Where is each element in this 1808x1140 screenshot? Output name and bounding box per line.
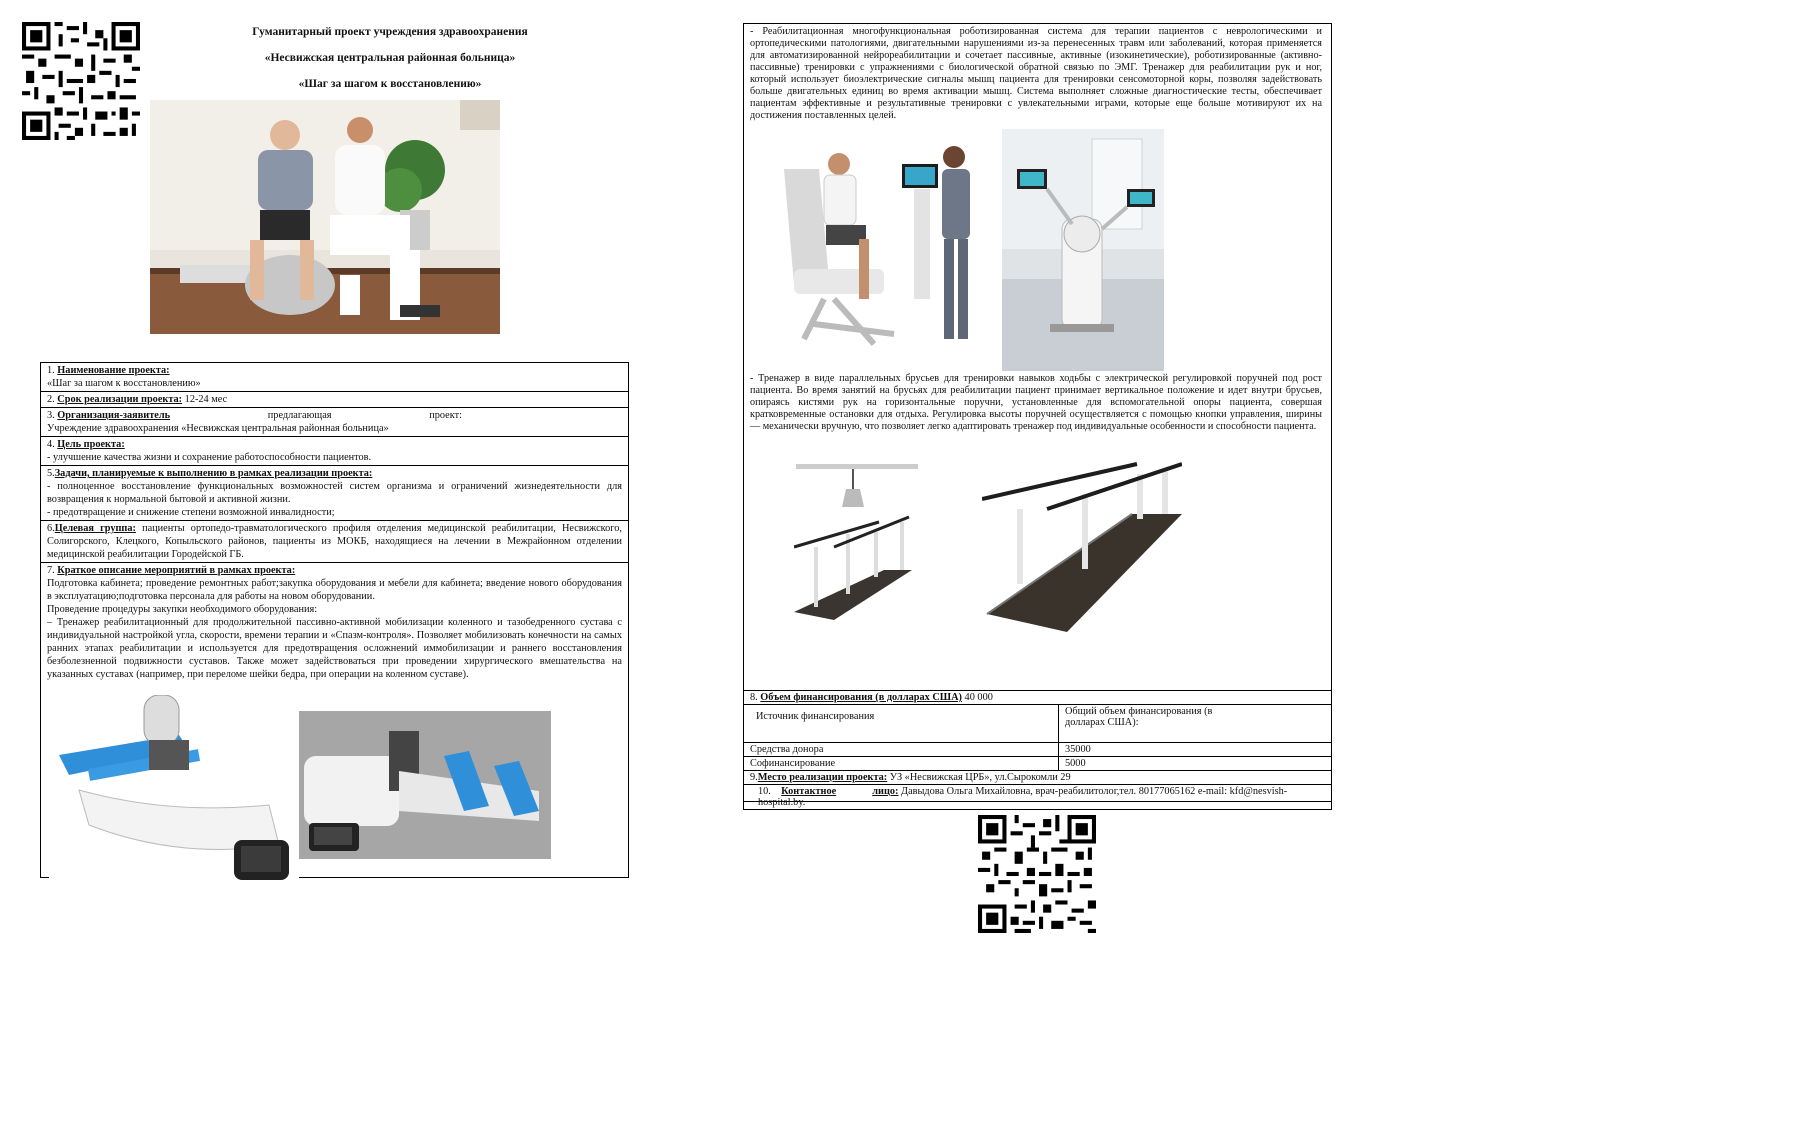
row5-number: 5. — [47, 468, 55, 479]
row4-number: 4. — [47, 439, 58, 450]
location-cell — [744, 771, 1332, 785]
amount-header: Общий объем финансирования (в долларах США): — [1059, 705, 1332, 743]
activities-p2: Проведение процедуры закупки необходимого оборудования: — [47, 604, 318, 615]
row7-number: 7. — [47, 565, 58, 576]
project-name-value: «Шаг за шагом к восстановлению» — [47, 378, 201, 389]
row6-number: 6. — [47, 523, 55, 534]
cpm-device-photo-2 — [299, 711, 551, 859]
contact-value: Давыдова Ольга Михайловна, врач-реабилитолог,тел. 80177065162 e-mail: kfd@nesvish-hospital.by. — [758, 786, 1288, 808]
row9-number: 9. — [750, 772, 758, 783]
project-info-table — [40, 362, 629, 878]
row-duration — [41, 392, 628, 408]
target-group-value: пациенты ортопедо-травматологического профиля отделения медицинской реабилитации, Несвижского, Солигорского, Клецкого, Копыльского районов, пациенты из МОКБ, находящиеся на лечении в Межрайонном отделении медицинской реабилитации Городейской ГБ. — [47, 523, 622, 560]
contact-label-1: Контактное — [781, 786, 837, 797]
robotic-trainer-photo-2 — [1002, 129, 1164, 371]
donor-funds-label: Средства донора — [744, 743, 1059, 757]
donor-funds-value: 35000 — [1059, 743, 1332, 757]
tasks-label: Задачи, планируемые к выполнению в рамках реализации проекта: — [54, 468, 373, 479]
qr-code-top — [22, 22, 140, 140]
activities-p3: – Тренажер реабилитационный для продолжительной пассивно-активной мобилизации коленного и тазобедренного сустава с индивидуальной настройкой угла, скорости, времени терапии и «Спазм-контроля». Позволяет мобилизовать конечности на самых ранних этапах реабилитации и используется для предотвращения осложнений иммобилизации и раннего восстановления безболезненной подвижности суставов. Также может задействоваться при проведении хирургического вмешательства на указанных суставах (например, при переломе шейки бедра, при операции на коленном суставе). — [47, 617, 622, 680]
organization-label: Организация-заявитель — [57, 410, 171, 421]
organization-mid: предлагающая — [267, 410, 332, 421]
row8-number: 8. — [750, 692, 761, 703]
goal-label: Цель проекта: — [57, 439, 125, 450]
header-line-1: Гуманитарный проект учреждения здравоохранения — [252, 26, 528, 38]
contact-cell — [744, 785, 1332, 810]
cpm-device-photo-1 — [49, 695, 299, 895]
row3-number: 3. — [47, 410, 58, 421]
robotic-system-lead: - Реабилитационная — [750, 26, 844, 37]
robotic-trainer-photo-1 — [764, 139, 1000, 369]
rehab-session-photo — [150, 100, 500, 334]
cofinancing-value: 5000 — [1059, 757, 1332, 771]
row-target-group — [41, 521, 628, 563]
header-line-3: «Шаг за шагом к восстановлению» — [298, 78, 482, 90]
right-content-frame — [743, 23, 1332, 808]
row-tasks — [41, 466, 628, 521]
row-goal — [41, 437, 628, 466]
duration-value: 12-24 мес — [182, 394, 228, 405]
location-value: УЗ «Несвижская ЦРБ», ул.Сырокомли 29 — [887, 772, 1071, 783]
funding-total-value: 40 000 — [961, 692, 993, 703]
robotic-system-text: многофункциональная роботизированная система для терапии пациентов с неврологическими и ортопедическими патологиями, двигательными нарушениями из-за перенесенных травм или заболеваний, которая применяется для автоматизированной нейрореабилитации и сочетает пассивные, активные (изокинетические), роботизированные (активно-пассивные) тренировки с упражнениями с биологической обратной связью по ЭМГ. Тренажер для реабилитации рук и ног, который использует биоэлектрические сигналы мышц пациента для тренировки сенсомоторной коры, позволяя задействовать больше двигательных единиц во время активации мышц. Система выполняет сложные диагностические тесты, обеспечивает пациентам эффективные и результативные тренировки с увлекательными играми, которые еще больше мотивируют их на достижения поставленных целей. — [750, 26, 1322, 121]
project-name-label: Наименование проекта: — [57, 365, 170, 376]
row2-number: 2. — [47, 394, 58, 405]
activities-p1: Подготовка кабинета; проведение ремонтных работ;закупка оборудования и мебели для кабинета; введение нового оборудования в эксплуатацию;подготовка персонала для работы на новом оборудовании. — [47, 578, 622, 602]
organization-end: проект: — [429, 410, 462, 421]
qr-code-bottom — [978, 815, 1096, 933]
header-line-2: «Несвижская центральная районная больница» — [264, 52, 516, 64]
target-group-label: Целевая группа: — [54, 523, 136, 534]
row-project-name — [41, 363, 628, 392]
tasks-value-2: - предотвращение и снижение степени возможной инвалидности; — [47, 507, 335, 518]
row-organization — [41, 408, 628, 437]
funding-total-cell — [744, 691, 1332, 705]
row10-number: 10. — [758, 786, 771, 797]
contact-label-2: лицо: — [872, 786, 899, 797]
goal-value: - улучшение качества жизни и сохранение работоспособности пациентов. — [47, 452, 372, 463]
robotic-system-description — [750, 26, 1322, 122]
parallel-bars-description: - Тренажер в виде параллельных брусьев для тренировки навыков ходьбы с электрической регулировкой поручней под рост пациента. Во время занятий на брусьях для реабилитации пациент принимает вертикальное положение и идет внутри брусьев, опираясь кистями рук на горизонтальные поручни, установленные для вспомогательной опоры пациента, совершая кратковременные остановки для отдыха. Регулировка высоты поручней осуществляется с помощью кнопки управления, ширины — механически вручную, что позволяет легко адаптировать тренажер под индивидуальные особенности и способности пациента. — [750, 373, 1322, 432]
activities-label: Краткое описание мероприятий в рамках проекта: — [57, 565, 296, 576]
parallel-bars-photo-2 — [982, 454, 1182, 634]
funding-total-label: Объем финансирования (в долларах США) — [760, 692, 962, 703]
organization-value: Учреждение здравоохранения «Несвижская центральная районная больница» — [47, 423, 389, 434]
row1-number: 1. — [47, 365, 58, 376]
duration-label: Срок реализации проекта: — [57, 394, 183, 405]
cofinancing-label: Софинансирование — [744, 757, 1059, 771]
source-header: Источник финансирования — [744, 705, 1059, 743]
row-activities — [41, 563, 628, 906]
funding-table — [743, 690, 1332, 810]
parallel-bars-photo-1 — [794, 462, 919, 622]
location-label: Место реализации проекта: — [757, 772, 888, 783]
tasks-value-1: - полноценное восстановление функциональных возможностей систем организма и ограничений жизнедеятельности для возвращения к нормальной бытовой и активной жизни. — [47, 481, 622, 505]
